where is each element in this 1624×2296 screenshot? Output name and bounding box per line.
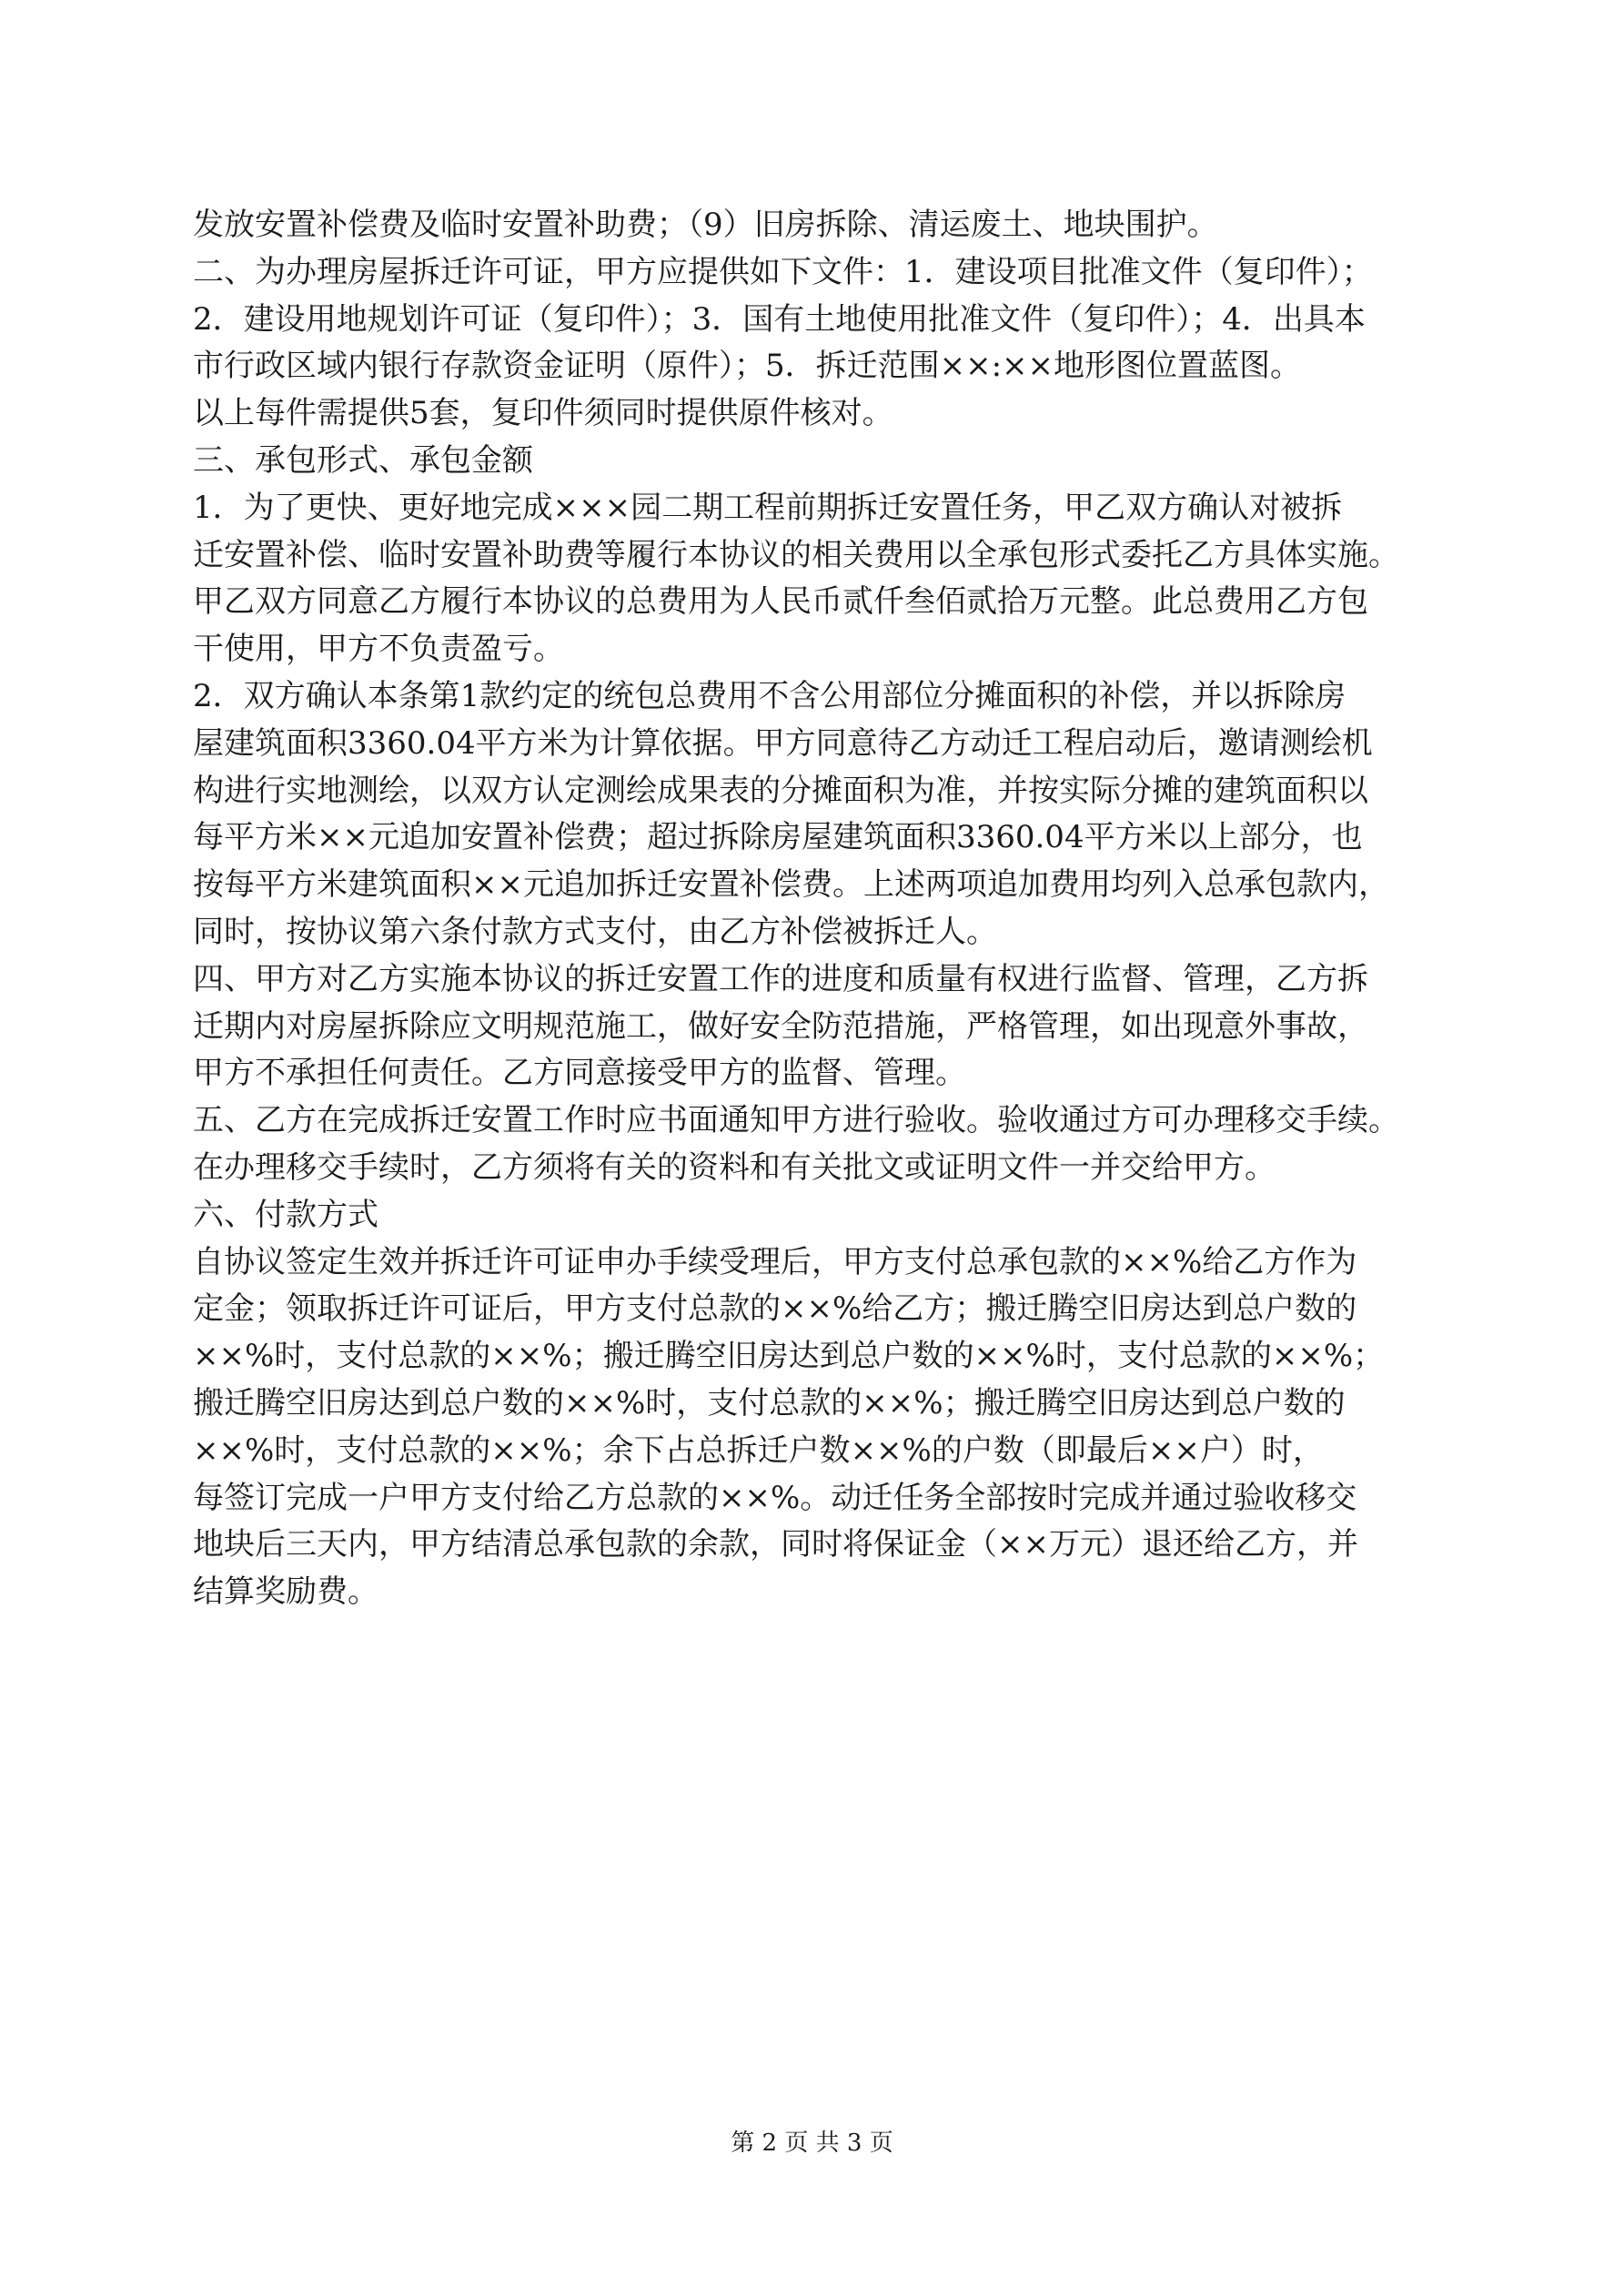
text-line: 2．双方确认本条第1款约定的统包总费用不含公用部位分摊面积的补偿，并以拆除房 [193,677,1347,714]
section-heading: 三、承包形式、承包金额 [193,441,533,479]
page-number-footer: 第 2 页 共 3 页 [731,2129,893,2157]
text-line: 五、乙方在完成拆迁安置工作时应书面通知甲方进行验收。验收通过方可办理移交手续。 [193,1102,1399,1139]
text-line: 地块后三天内，甲方结清总承包款的余款，同时将保证金（××万元）退还给乙方，并 [193,1526,1358,1563]
text-line: ××%时，支付总款的××%；搬迁腾空旧房达到总户数的××%时，支付总款的××%； [193,1338,1385,1375]
text-line: 构进行实地测绘，以双方认定测绘成果表的分摊面积为准，并按实际分摊的建筑面积以 [193,772,1368,809]
text-line: 屋建筑面积3360.04平方米为计算依据。甲方同意待乙方动迁工程启动后，邀请测绘机 [193,724,1373,762]
text-line: 迁期内对房屋拆除应文明规范施工，做好安全防范措施，严格管理，如出现意外事故， [193,1007,1368,1045]
text-line: 自协议签定生效并拆迁许可证申办手续受理后，甲方支付总承包款的××%给乙方作为 [193,1243,1357,1280]
text-line: 迁安置补偿、临时安置补助费等履行本协议的相关费用以全承包形式委托乙方具体实施。 [193,536,1399,573]
text-line: 结算奖励费。 [193,1573,378,1611]
text-line: 每平方米××元追加安置补偿费；超过拆除房屋建筑面积3360.04平方米以上部分，也 [193,819,1363,856]
text-line: 每签订完成一户甲方支付给乙方总款的××%。动迁任务全部按时完成并通过验收移交 [193,1479,1357,1516]
text-line: 定金；领取拆迁许可证后，甲方支付总款的××%给乙方；搬迁腾空旧房达到总户数的 [193,1290,1357,1328]
text-line: ××%时，支付总款的××%；余下占总拆迁户数××%的户数（即最后××户）时， [193,1431,1324,1469]
text-line: 1．为了更快、更好地完成×××园二期工程前期拆迁安置任务，甲乙双方确认对被拆 [193,489,1343,526]
text-line: 搬迁腾空旧房达到总户数的××%时，支付总款的××%；搬迁腾空旧房达到总户数的 [193,1384,1346,1421]
text-line: 干使用，甲方不负责盈亏。 [193,631,564,668]
text-line: 甲方不承担任何责任。乙方同意接受甲方的监督、管理。 [193,1055,966,1092]
text-line: 按每平方米建筑面积××元追加拆迁安置补偿费。上述两项追加费用均列入总承包款内， [193,866,1389,904]
text-line: 在办理移交手续时，乙方须将有关的资料和有关批文或证明文件一并交给甲方。 [193,1148,1276,1186]
text-line: 发放安置补偿费及临时安置补助费；（9）旧房拆除、清运废土、地块围护。 [193,207,1218,243]
text-line: 甲乙双方同意乙方履行本协议的总费用为人民币贰仟叁佰贰拾万元整。此总费用乙方包 [193,583,1368,621]
text-line: 二、为办理房屋拆迁许可证，甲方应提供如下文件：1．建设项目批准文件（复印件）； [193,253,1373,290]
section-heading: 六、付款方式 [193,1196,378,1233]
text-line: 以上每件需提供5套，复印件须同时提供原件核对。 [193,395,893,432]
text-line: 同时，按协议第六条付款方式支付，由乙方补偿被拆迁人。 [193,913,997,950]
document-body [193,202,1448,1616]
text-line: 2．建设用地规划许可证（复印件）；3．国有土地使用批准文件（复印件）；4．出具本 [193,300,1366,338]
text-line: 市行政区域内银行存款资金证明（原件）；5．拆迁范围××:××地形图位置蓝图。 [193,348,1302,385]
text-line: 四、甲方对乙方实施本协议的拆迁安置工作的进度和质量有权进行监督、管理，乙方拆 [193,960,1368,997]
